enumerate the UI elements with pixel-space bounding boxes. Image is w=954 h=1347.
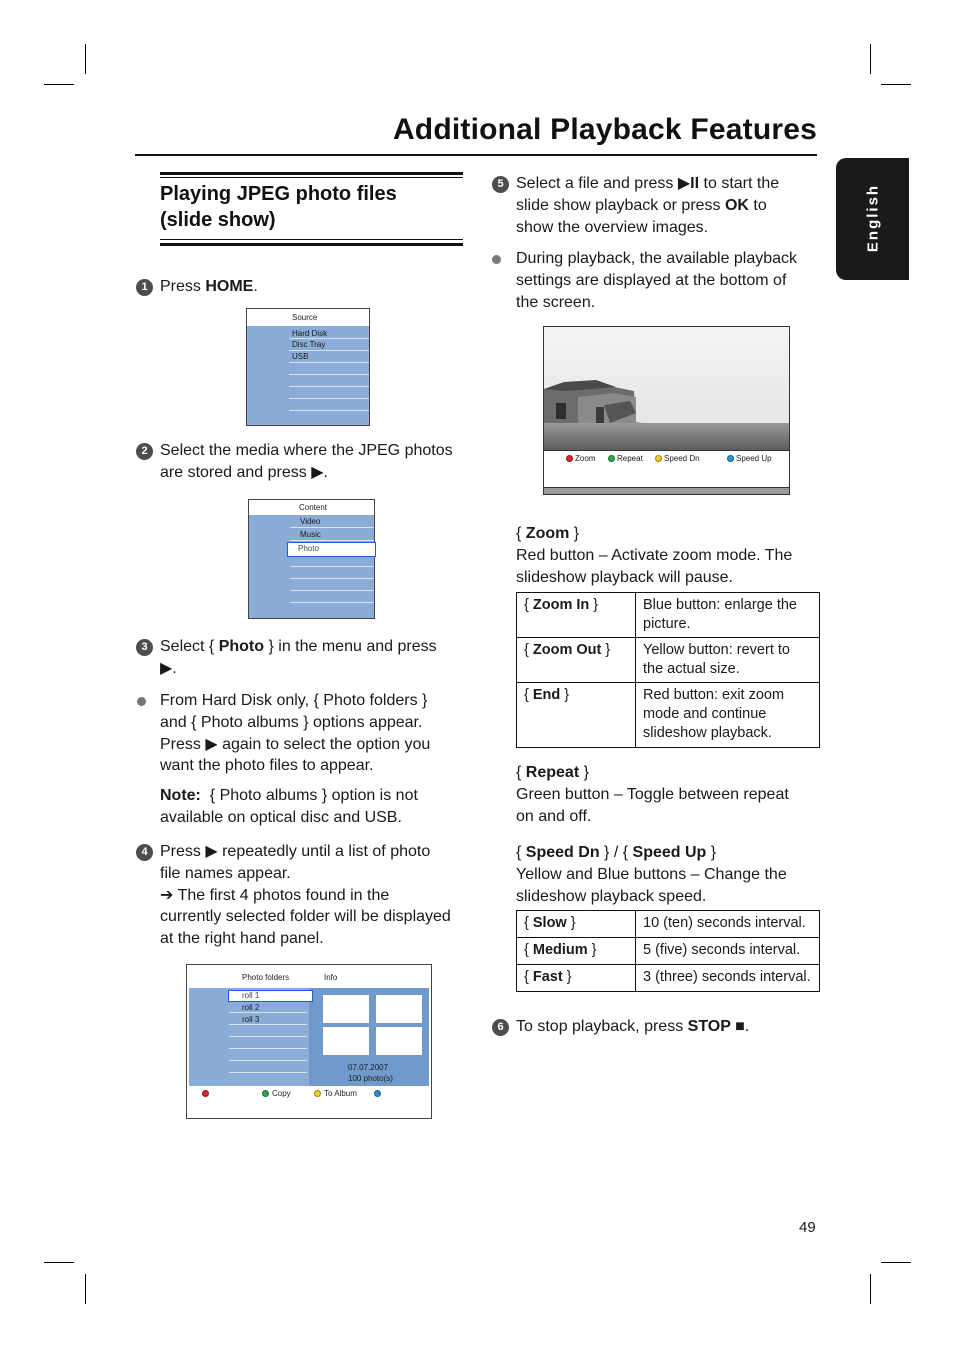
source-menu-header: Source (247, 309, 369, 326)
repeat-bar-label: Repeat (617, 454, 643, 463)
bullet-2-text: During playback, the available playback settings are displayed at the bottom of the screen. (516, 250, 798, 311)
folder-item-roll-1: roll 1 (228, 990, 313, 1002)
crop-mark (85, 44, 86, 74)
table-row: { Fast } 3 (three) seconds interval. (517, 965, 820, 992)
crop-mark (870, 44, 871, 74)
thumbnail (323, 1027, 369, 1055)
to-album-label: To Album (324, 1089, 357, 1098)
source-item-usb: USB (292, 352, 309, 361)
play-pause-icon: ▶II (677, 175, 700, 192)
step-number-2: 2 (136, 443, 153, 460)
language-tab (836, 158, 909, 280)
step-number-5: 5 (492, 176, 509, 193)
playback-settings-bar (544, 450, 789, 488)
green-button-icon (262, 1090, 269, 1097)
step-number-6: 6 (492, 1019, 509, 1036)
repeat-heading: Repeat (525, 764, 580, 781)
slideshow-photo-screenshot (543, 326, 790, 495)
photo-folders-screenshot (186, 964, 432, 1119)
step-6-text: To stop playback, press STOP ■. (516, 1018, 750, 1035)
speed-dn-bar-label: Speed Dn (664, 454, 700, 463)
content-item-video: Video (300, 517, 321, 526)
page-number: 49 (799, 1219, 816, 1236)
green-button-icon (608, 455, 615, 462)
crop-mark (85, 1274, 86, 1304)
title-rule (135, 154, 817, 156)
step-1-text: Press HOME. (160, 278, 258, 295)
bullet-dot (137, 697, 146, 706)
folder-info-date: 07.07.2007 (348, 1063, 389, 1072)
source-item-disc-tray: Disc Tray (292, 340, 326, 349)
section-rule-top-thin (160, 177, 463, 178)
speed-options-table (516, 910, 820, 992)
note-text: Note: { Photo albums } option is not available on optical disc and USB. (160, 787, 418, 826)
crop-mark (870, 1274, 871, 1304)
table-row: { Zoom In } Blue button: enlarge the picture. (517, 593, 820, 638)
folders-header-right: Info (324, 973, 338, 982)
page-title: Additional Playback Features (392, 113, 817, 146)
thumbnail (376, 1027, 422, 1055)
section-rule-bottom (160, 243, 463, 246)
section-rule-bottom-thin (160, 239, 463, 240)
step-2-text: Select the media where the JPEG photos are stored and press ▶. (160, 442, 453, 481)
zoom-bar-label: Zoom (575, 454, 596, 463)
folder-item-roll-2: roll 2 (242, 1003, 260, 1012)
source-menu-screenshot (246, 308, 370, 426)
content-item-music: Music (300, 530, 321, 539)
table-row: { End } Red button: exit zoom mode and continue slideshow playback. (517, 683, 820, 748)
step-number-1: 1 (136, 279, 153, 296)
crop-mark (44, 1262, 74, 1263)
section-rule-top (160, 172, 463, 175)
content-item-photo-selected: Photo (287, 542, 376, 557)
yellow-button-icon (314, 1090, 321, 1097)
step-5-text: Select a file and press ▶II to start the slide show playback or press OK to show the overview images. (516, 175, 780, 236)
crop-mark (881, 1262, 911, 1263)
crop-mark (881, 84, 911, 85)
section-heading-line2: (slide show) (160, 209, 276, 231)
repeat-section: { Repeat } Green button – Toggle between repeat on and off. (516, 764, 789, 825)
speed-section: { Speed Dn } / { Speed Up } Yellow and Blue buttons – Change the slideshow playback speed. (516, 844, 787, 905)
crop-mark (44, 84, 74, 85)
content-menu-screenshot (248, 499, 375, 619)
folder-item-roll-3: roll 3 (242, 1015, 260, 1024)
step-number-3: 3 (136, 639, 153, 656)
step-3-text: Select { Photo } in the menu and press ▶. (160, 638, 437, 677)
folders-header-left: Photo folders (242, 973, 290, 982)
table-row: { Slow } 10 (ten) seconds interval. (517, 911, 820, 938)
source-item-hard-disk: Hard Disk (292, 329, 328, 338)
bullet-1-text: From Hard Disk only, { Photo folders } and { Photo albums } options appear. Press ▶ again to select the option you want the photo files to appear. (160, 692, 431, 775)
zoom-options-table (516, 592, 820, 748)
note-label: Note: (160, 787, 201, 804)
red-button-icon (566, 455, 573, 462)
speed-dn-heading: Speed Dn (525, 844, 600, 861)
red-button-icon (202, 1090, 209, 1097)
content-menu-header: Content (249, 500, 374, 515)
yellow-button-icon (655, 455, 662, 462)
zoom-section: { Zoom } Red button – Activate zoom mode. The slideshow playback will pause. (516, 525, 793, 586)
table-row: { Medium } 5 (five) seconds interval. (517, 938, 820, 965)
thumbnail (323, 995, 369, 1023)
step-4-text: Press ▶ repeatedly until a list of photo file names appear. ➔ The first 4 photos found in the currently selected folder will be displayed at the right hand panel. (160, 843, 451, 948)
speed-up-heading: Speed Up (632, 844, 707, 861)
blue-button-icon (374, 1090, 381, 1097)
thumbnail (376, 995, 422, 1023)
speed-up-bar-label: Speed Up (736, 454, 772, 463)
zoom-heading: Zoom (525, 525, 570, 542)
copy-label: Copy (272, 1089, 291, 1098)
folder-info-count: 100 photo(s) (348, 1074, 393, 1083)
section-heading (160, 181, 460, 233)
step-number-4: 4 (136, 844, 153, 861)
bullet-dot (492, 255, 501, 264)
table-row: { Zoom Out } Yellow button: revert to the actual size. (517, 638, 820, 683)
section-heading-line1: Playing JPEG photo files (160, 183, 397, 205)
blue-button-icon (727, 455, 734, 462)
language-tab-label: English (864, 183, 881, 253)
